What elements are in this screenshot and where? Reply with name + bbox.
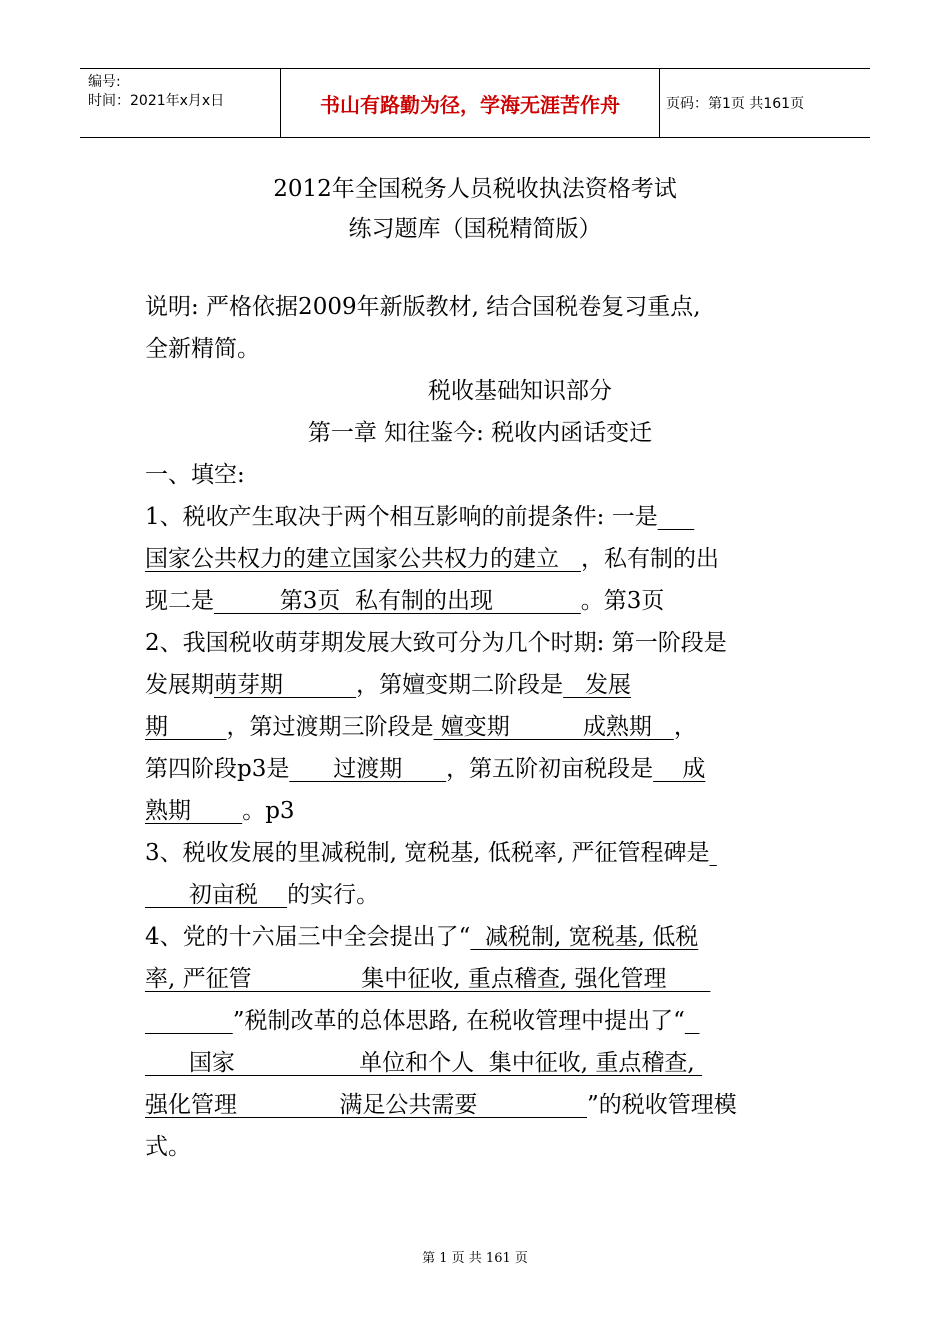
part-title: 一、填空: [145,462,245,488]
document-title-line2: 练习题库（国税精简版） [348,216,602,242]
question-1-line3: 现二是 第3页 私有制的出现 。第3页 [145,588,665,614]
question-2-line3: 期 ，第过渡期三阶段是 嬗变期 成熟期 ， [145,714,697,740]
question-4-line4 [145,1042,815,1084]
question-3-line2: 初亩税 的实行。 [145,882,380,908]
document-body [145,286,815,1168]
answer-blank: 初亩税 [145,882,288,908]
answer-blank [145,1008,233,1034]
question-2-line2: 发展期萌芽期 ，第嬗变期二阶段是 发展 [145,672,632,698]
question-2-line5: 熟期 。p3 [145,798,295,824]
header-left-cell [80,69,280,137]
question-4-line1: 4、党的十六届三中全会提出了“ 减税制, 宽税基, 低税 [145,924,699,950]
answer-blank: 成 [653,756,706,782]
question-4-line2 [145,958,815,1000]
answer-blank: 强化管理 满足公共需要 [145,1092,588,1118]
answer-blank: 减税制, 宽税基, 低税 [470,924,699,950]
question-2-line1: 2、我国税收萌芽期发展大致可分为几个时期: 第一阶段是 [145,630,727,656]
answer-blank [685,1008,700,1034]
question-3-line1: 3、税收发展的里减税制, 宽税基, 低税率, 严征管程碑是 [145,832,815,874]
answer-blank [191,798,242,824]
document-header [80,68,870,138]
answer-blank: 嬗变期 成熟期 [433,714,674,740]
motto: 书山有路勤为径，学海无涯苦作舟 [280,69,660,137]
answer-blank [710,840,717,866]
note-line2: 全新精简。 [145,336,260,362]
answer-blank: 国家公共权力的建立国家公共权力的建立 [145,546,581,572]
question-2-line4: 第四阶段p3是 过渡期 ，第五阶初亩税段是 成 [145,756,706,782]
page-info: 页码：第1页 共161页 [666,96,805,112]
chapter-title: 第一章 知往鉴今: 税收内函话变迁 [307,420,653,446]
answer-blank: 发展 [563,672,632,698]
answer-blank: 萌芽期 [214,672,357,698]
answer-blank: 过渡期 [289,756,447,782]
note-line1: 说明: 严格依据2009年新版教材, 结合国税卷复习重点, [145,294,701,320]
answer-blank [658,504,695,530]
question-1-line1: 1、税收产生取决于两个相互影响的前提条件: 一是 [145,496,815,538]
question-4-line5: 强化管理 满足公共需要 ”的税收管理模 [145,1092,737,1118]
time-label: 时间：2021年x月x日 [88,93,225,109]
document-title-line1: 2012年全国税务人员税收执法资格考试 [273,176,677,202]
question-4-line3: ”税制改革的总体思路, 在税收管理中提出了“ [145,1000,815,1042]
number-label: 编号: [88,74,121,90]
answer-blank [168,714,227,740]
answer-blank: 第3页 私有制的出现 [214,588,581,614]
page-footer: 第 1 页 共 161 页 [422,1251,528,1266]
answer-blank: 率, 严征管 集中征收, 重点稽查, 强化管理 [145,966,711,992]
answer-blank: 国家 单位和个人 集中征收, 重点稽查, [145,1050,703,1076]
question-1-line2: 国家公共权力的建立国家公共权力的建立 ，私有制的出 [145,546,719,572]
question-4-line6: 式。 [145,1134,191,1160]
section-title: 税收基础知识部分 [428,378,612,404]
